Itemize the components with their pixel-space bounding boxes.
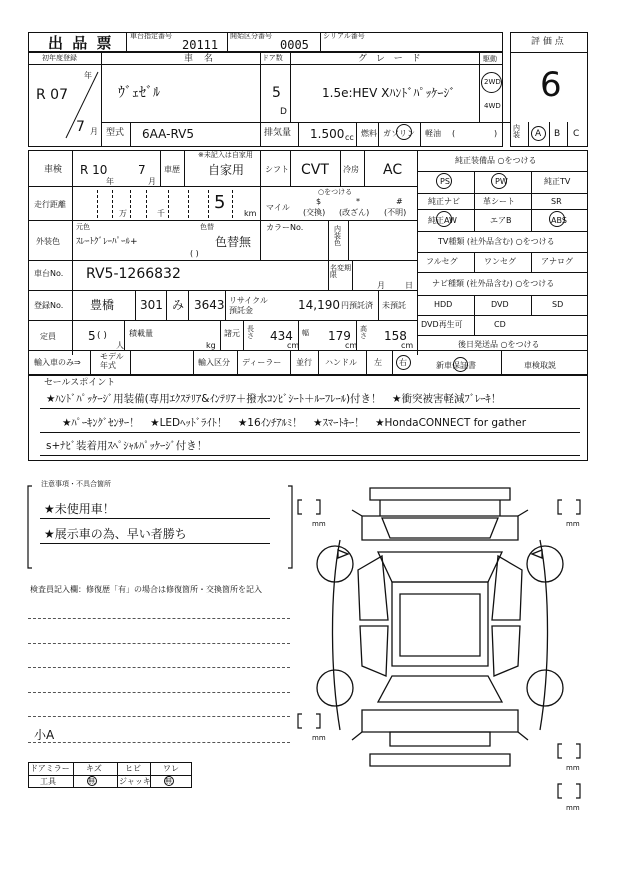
car-diagram <box>290 470 590 810</box>
capacity: 5 <box>88 329 96 343</box>
form-title: 出 品 票 <box>48 34 114 52</box>
shaken-month: 7 <box>138 163 146 177</box>
height: 158 <box>384 329 407 343</box>
docs-title: 後日発送品 ○をつける <box>458 340 540 349</box>
body-right <box>540 540 548 730</box>
abs-circle <box>549 211 565 227</box>
reg-area: 豊橋 <box>90 298 115 312</box>
category-number: 0005 <box>280 38 309 52</box>
chassis-number: RV5-1266832 <box>86 266 181 282</box>
fuel-gasoline-circle <box>396 124 412 140</box>
note-line-1: ★未使用車！ <box>44 502 115 516</box>
ac-type: AC <box>383 162 403 178</box>
equipment-title: 純正装備品 ○をつける <box>455 156 537 165</box>
original-color: ｽﾚｰﾄｸﾞﾚｰﾊﾟｰﾙ+ <box>76 237 138 247</box>
navi-title: ナビ種類 (社外品含む) ○をつける <box>432 279 555 288</box>
color-change: 色替無 <box>215 235 252 249</box>
door-count: 5 <box>272 85 281 101</box>
evaluation-score: 6 <box>540 65 562 105</box>
first-reg-era: R 07 <box>36 87 68 103</box>
body-left <box>333 540 341 730</box>
front-bumper <box>370 488 510 500</box>
aw-circle <box>436 211 452 227</box>
sales-line-2: ★ﾊﾟｰｷﾝｸﾞｾﾝｻｰ！ ★LEDﾍｯﾄﾞﾗｲﾄ！ ★16ｲﾝﾁｱﾙﾐ！ ★ｽﾏｰﾄｷｰ！ ★HondaCONNECT for gather <box>62 417 527 429</box>
inspector-label: 検査員記入欄：修復歴「有」の場合は修復箇所・交換箇所を記入 <box>30 585 262 594</box>
inspector-note: 小A <box>34 728 55 742</box>
first-reg-month: 7 <box>76 119 85 135</box>
form-number: 20111 <box>182 38 219 52</box>
shaken-era: R 10 <box>80 163 108 177</box>
length: 434 <box>270 329 293 343</box>
reg-class: 301 <box>140 298 163 312</box>
pw-circle <box>491 173 507 189</box>
sales-line-1: ★ﾊﾝﾄﾞﾊﾟｯｹｰｼﾞ用装備(専用ｴｸｽﾃﾘｱ&ｲﾝﾃﾘｱ＋撥水ｺﾝﾋﾞｼｰﾄ＋ﾙｰﾌﾚｰﾙ)付き！ ★衝突被害軽減ﾌﾞﾚｰｷ！ <box>46 393 502 405</box>
reg-number: 3643 <box>194 298 225 312</box>
windshield <box>378 552 502 582</box>
trunk <box>362 710 518 732</box>
sales-line-3: s+ﾅﾋﾞ装着用ｽﾍﾟｼｬﾙﾊﾟｯｹｰｼﾞ付き！ <box>46 440 208 452</box>
vehicle-history: 自家用 <box>208 163 245 177</box>
rear-bumper <box>370 754 510 766</box>
model-code: 6AA-RV5 <box>142 127 194 141</box>
vehicle-name: ｳﾞｪｾﾞﾙ <box>118 85 160 101</box>
mileage-digit: 5 <box>214 192 226 213</box>
rear-window <box>378 676 502 702</box>
reg-kana: み <box>172 298 185 312</box>
grade: 1.5e:HEV Xﾊﾝﾄﾞﾊﾟｯｹｰｼﾞ <box>322 86 456 100</box>
shift-type: CVT <box>301 162 329 178</box>
tv-title: TV種類 (社外品含む) ○をつける <box>438 237 555 246</box>
note-line-2: ★展示車の為、早い者勝ち <box>44 527 187 541</box>
displacement: 1.500 <box>310 127 345 141</box>
width: 179 <box>328 329 351 343</box>
warranty-circle <box>453 357 468 372</box>
ps-circle <box>436 173 452 189</box>
recycle-fee: 14,190 <box>298 298 340 312</box>
